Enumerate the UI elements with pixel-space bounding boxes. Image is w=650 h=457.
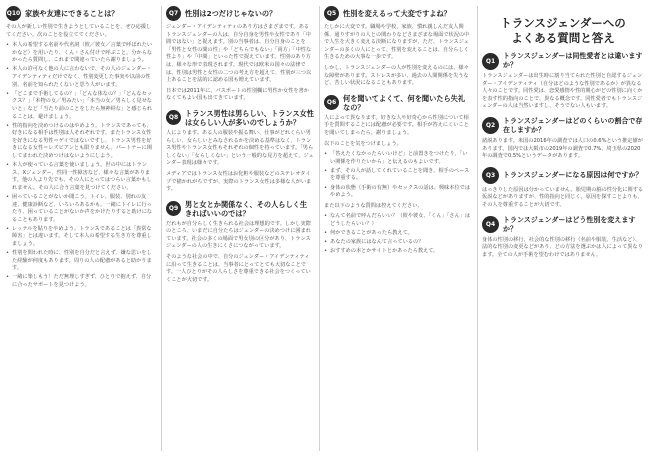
list-item: • 本人の許可なく他の人に言わないで、その人のジェンダー・アイデンティティだけでなく、性別変更した事実や以前の性別、名前を知られたくないと思う人がいます。 xyxy=(6,66,156,89)
faq-item xyxy=(482,52,644,111)
question-badge: Q9 xyxy=(166,201,181,216)
column-divider xyxy=(477,6,478,451)
answer-paragraph: トランスジェンダーは出生時に割り当てられた性別と自認するジェンダー・アイデンティティ（自分はどのような性別であるか）が異なる人々のことです。同性愛は、恋愛感情や性的関心がどの性別に向くかを表す性的指向のことで、異なる概念です。同性愛者でもトランスジェンダーの人は当然いますし、そうでない人もいます。 xyxy=(482,73,643,110)
question-header xyxy=(6,6,156,21)
answer-paragraph: その人が新しい性別で生きようとしていることを、ぜひ応援してください。次のことを役立ててください。 xyxy=(6,24,152,38)
question-title: トランスジェンダーは同性愛者とは違いますか？ xyxy=(503,52,643,69)
answer-paragraph: 諸説あります。米国の2016年の調査では人口の0.6%という推定値があります。国内では大阪市の2019年の調査で0.7%、埼玉県の2020年の調査で0.5%というデータがあります。 xyxy=(482,137,643,160)
question-badge: Q10 xyxy=(6,6,21,21)
answer-paragraph: 人によって異なります。好きな人や好奇心から性別について相手を質問することには配慮が必要です。相手が答えにくいことを聞いてしまったら、謝りましょう。 xyxy=(324,114,469,136)
list-item: • おすすめの本とかサイトとかあったら教えて。 xyxy=(324,248,472,256)
answer-paragraph: 身体の性別の移行、社会的な性別の移行（名前や服装、生活など）、法的な性別の変更などがあり、どの方法を選ぶかは人によって異なります。全ての人が手術を望むわけではありません。 xyxy=(482,236,643,258)
question-header xyxy=(482,216,644,234)
question-badge: Q1 xyxy=(482,53,499,70)
list-item: • 「答えたくなかったらいいけど」と前置きをつけたり、「いい関係を作りたいから」と伝えるのもよいです。 xyxy=(324,151,472,166)
question-badge: Q7 xyxy=(166,6,181,21)
question-header xyxy=(324,6,472,21)
question-title: トランスジェンダーはどう性別を変えますか？ xyxy=(503,215,636,233)
faq-sidebar xyxy=(482,0,644,457)
question-badge: Q3 xyxy=(482,167,499,184)
faq-item xyxy=(482,167,644,210)
column-divider xyxy=(161,6,162,451)
answer-paragraph: また以下のような質問は控えてください。 xyxy=(324,202,423,209)
answer-paragraph: そのような社会の中で、自分のジェンダー・アイデンティティに沿って生きることは、当事者にとってとても大切なことです。一人ひとりがその人らしさを尊重できる社会をつくっていくことが大切です。 xyxy=(166,254,311,283)
answer-paragraph: 人によります。ある人の服装や振る舞い、仕事がどれくらい男らしい、女らしいとみなされるかを決める基準はなく、トランス男性やトランス女性もそれぞれの個性を持っています。「男らしくない」「女らしくない」という一般的な見方を超えて、ジェンダー表現は様々です。 xyxy=(166,129,314,167)
answer-paragraph: 日本では2011年に、パスポートの性別欄に男性か女性を書かなくてもよい国も出てきています。 xyxy=(166,87,309,102)
list-item: • 本人が使っている言葉を使いましょう。世の中にはトランス、Xジェンダー、性同一性障害など、様々な言葉があります。他の人より先でも、その人にとってはつらい言葉かもしれません。その人に合う言葉を見つけてください。 xyxy=(6,162,156,192)
question-badge: Q8 xyxy=(166,110,181,125)
question-title: 性別は2つだけじゃないの？ xyxy=(185,9,277,18)
question-header xyxy=(482,52,644,70)
answer-paragraph: はっきりした原因は分かっていません。胎児期の脳の性分化に関する仮説などがありますが、性的指向と同じく、原因を探すことよりも、その人を尊重することが大切です。 xyxy=(482,186,644,208)
tips-list xyxy=(6,42,156,289)
question-title: トランスジェンダーはどのくらいの割合で存在しますか？ xyxy=(503,116,643,134)
question-header xyxy=(482,117,644,135)
question-title: トランスジェンダーになる原因は何ですか？ xyxy=(503,170,643,179)
question-badge: Q6 xyxy=(324,95,339,110)
column-2 xyxy=(166,0,314,457)
answer-paragraph: たしかに大変です。職場や学校、家族、慣れ親しんだ友人関係、通りすがりの人との関わりなどさまざまな場面で状況の中で人生を大きく変える決断になりますが、ただ、トランスジェンダーの多くの人にとって、性別を変えることは、自分らしく生きるための大事な一歩です。 xyxy=(324,24,470,61)
question-badge: Q5 xyxy=(324,6,339,21)
question-title: トランス男性は男らしい、トランス女性は女らしい人が多いのでしょうか？ xyxy=(185,108,314,127)
answer-paragraph: 以下のことを気をつけましょう。 xyxy=(324,140,402,147)
sidebar-title xyxy=(482,16,644,46)
column-divider xyxy=(319,6,320,451)
list-item: • 本人の希望する名前や代名詞（彼／彼女／言葉で呼ばれたいかなど）を用いたり、くん・さん付けで呼ぶこと。分からなかったら質問し、これまで間違っていたら謝りましょう。 xyxy=(6,42,156,65)
question-examples-list xyxy=(324,213,472,255)
list-item: • 困っていることがないか聞こう。トイレ、服装、別れの友達、健康診断など、いろいろあるかも。一緒にトイレに行ったり、困っていることがないか声をかけたりすると助けになることもあります。 xyxy=(6,194,156,224)
question-header xyxy=(166,109,314,127)
question-header xyxy=(166,6,314,21)
column-1 xyxy=(6,0,156,457)
answer-paragraph: しかし、トランスジェンダーの人が性別を変えるのには、様々な障壁があります。ストレスが多い、過去の人間関係を失うなど、苦しい状況になることもあります。 xyxy=(324,64,469,87)
sidebar-title-line: トランスジェンダーへの xyxy=(500,16,626,30)
answer-paragraph: ジェンダー・アイデンティティのあり方はさまざまです。あるトランスジェンダーの人は、自分自身を男性や女性であり「中間ではない」と捉えます。別の当事者は、自分自身のことを「男性と女性の間の性」や「どちらでもない」「両方」「中性な性より」や「中間」といった性で捉えています。性別のあり方は、様々な形で表現されます。現代では欧米の国々の法律では、性別は男性と女性の二つの考え方を超えて、性別が三つ以上あることを法的に認める国も増えています。 xyxy=(166,24,312,84)
question-header xyxy=(166,200,314,218)
question-badge: Q4 xyxy=(482,216,499,233)
list-item: • レッテルを貼りをやめよう。トランスであることは「異常な障害」とは違います。そして本人の希望する生き方を尊重しましょう。 xyxy=(6,226,156,249)
sidebar-title-line: よくある質問と答え xyxy=(511,31,615,45)
answer-paragraph: だれもが自分らしく生きられる社会は理想的です。しかし実際のところ、いまだに自分たちはジェンダーの決めつけに囲まれています。社会の多くの場面で男女別の区分があり、トランスジェンダーの人の生きにくさにつながっています。 xyxy=(166,220,311,250)
list-item: • なんて名前で呼んだらいい？（彼や彼女、「くん」「さん」はどうしたらいい？） xyxy=(324,213,472,228)
list-item: • 何かできることがあったら教えて。 xyxy=(324,230,472,238)
question-title: 何を聞いてよくて、何を聞いたら失礼なの？ xyxy=(343,93,466,112)
list-item: • 性的指向を決めつけるのはやめよう。トランスであっても、好きになる相手は性別は人それぞれです。またトランス女性を好きになる男性＝ゲイではないですし、トランス男性を好きになる女性＝レズビアンとも限りません。パートナーに関してまわれた決めつけはないようにしよう。 xyxy=(6,123,156,161)
tips-list xyxy=(324,151,472,200)
column-3 xyxy=(324,0,472,457)
question-title: 家族や友達にできることは？ xyxy=(25,9,119,18)
list-item: • あなたの家族にはなんて言っているの？ xyxy=(324,239,472,247)
list-item: • 一緒に楽しもう！ただ無理しすぎず、ひとりで抱えず、自分に合ったサポートを見つけよう。 xyxy=(6,274,156,289)
question-header xyxy=(324,94,472,112)
question-header xyxy=(482,167,644,184)
answer-paragraph: メディアではトランス女性はお化粧や服装などのステレオタイプで描かれがちですが、実際のトランス女性は多様な人がいます。 xyxy=(166,170,312,193)
question-title: 性別を変えるって大変ですよね？ xyxy=(343,9,451,18)
faq-item xyxy=(482,216,644,260)
question-badge: Q2 xyxy=(482,117,499,134)
faq-item xyxy=(482,117,644,161)
list-item: • 性別を問われた時に、性別を自分だと言えず、嫌な思いをした経験が何度もあります。周りの人の配慮があると助かります。 xyxy=(6,250,156,273)
question-title: 男と女とか関係なく、その人らしく生きればいいのでは？ xyxy=(185,199,308,218)
list-item: • 身体の状態（手術の有無）やセックスの話は、興味本位ではやめよう。 xyxy=(324,185,472,200)
list-item: • 「どこまで手術してるの？」「どんな体なの？」「どんなセックス？」「本物の女／男みたい」「本当の女／男らしく見せないと」など「当たり前のことをしたら無神経な」と感じられることは、避けましょう。 xyxy=(6,91,156,121)
list-item: • まず、その人が話してくれていることを聞き、相手のペースを尊重する。 xyxy=(324,168,472,183)
